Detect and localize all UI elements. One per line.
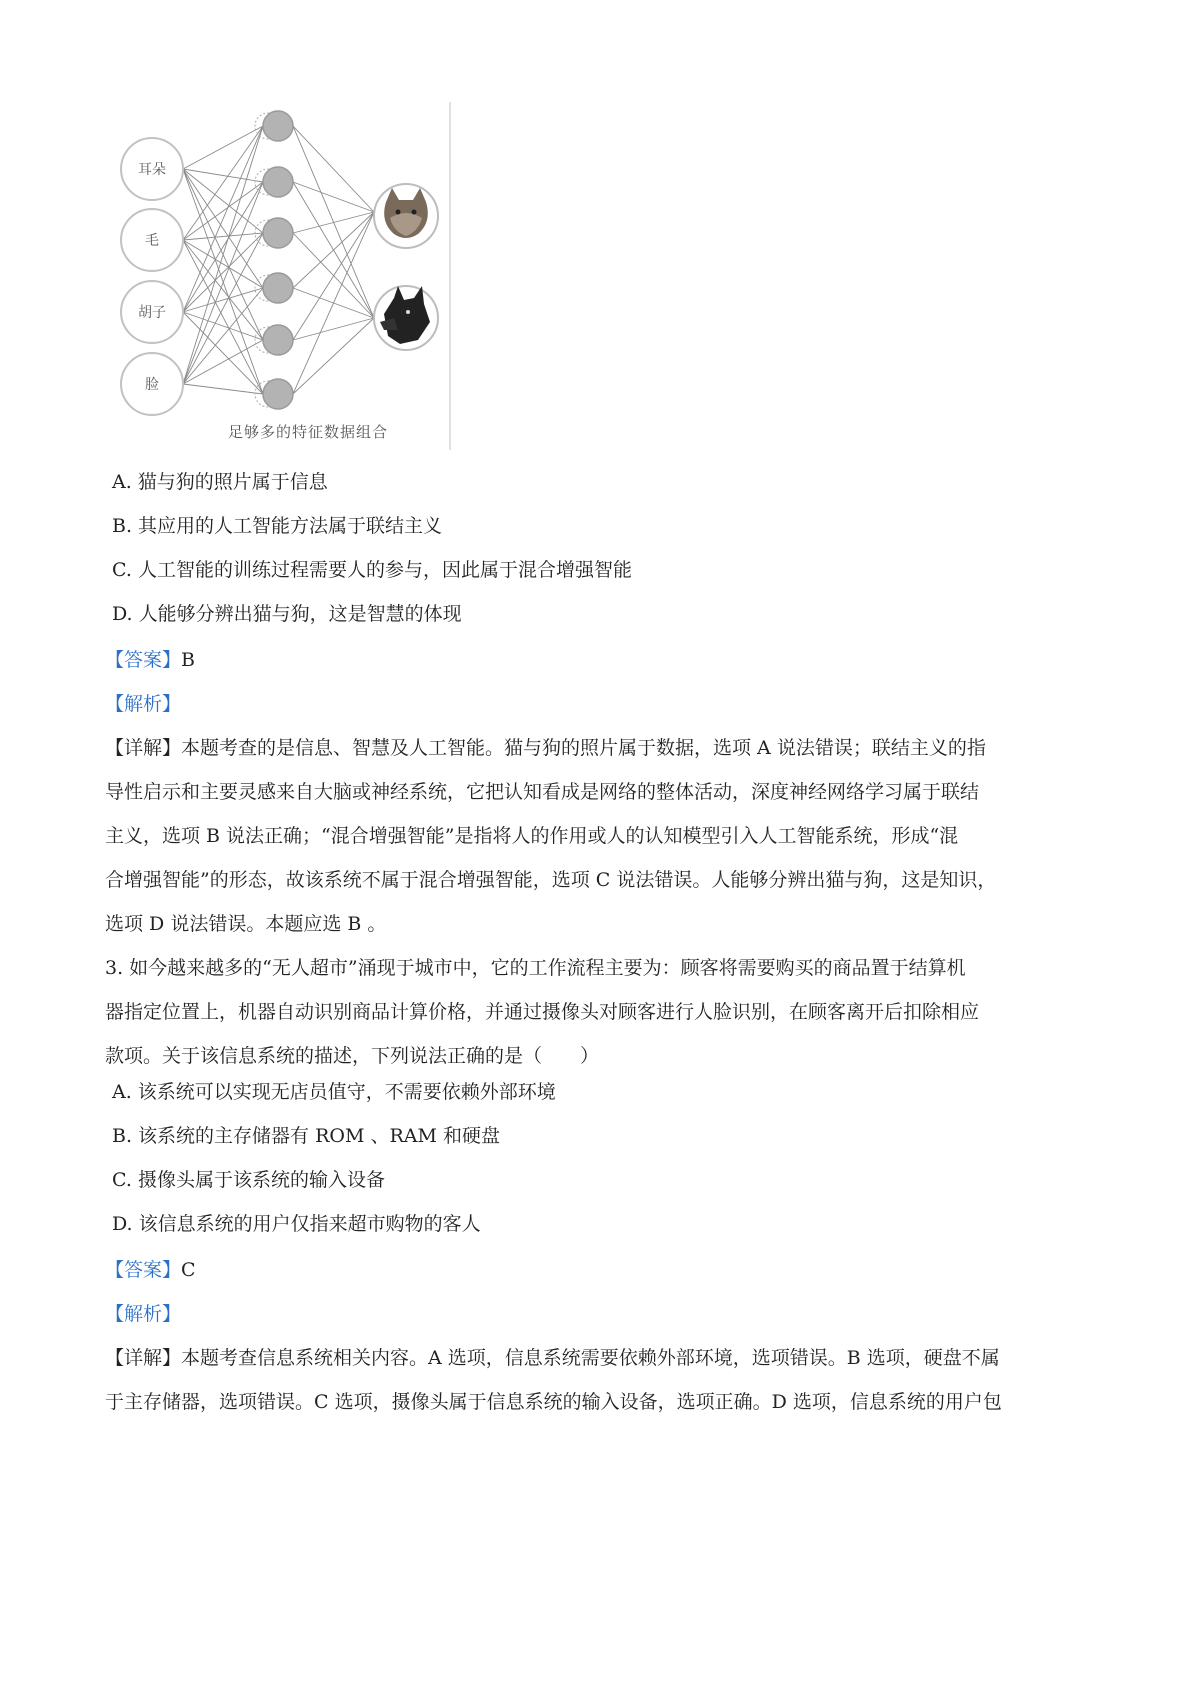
answer-tag: 【答案】: [105, 649, 182, 671]
dog-icon: [374, 286, 438, 350]
q3-option-c: C. 摄像头属于该系统的输入设备: [112, 1169, 385, 1191]
input-node: [121, 138, 183, 200]
input-node-label: 耳朵: [138, 162, 166, 178]
q3-option-a: A. 该系统可以实现无店员值守，不需要依赖外部环境: [112, 1081, 556, 1103]
input-node-label: 胡子: [138, 305, 166, 321]
input-node-label: 脸: [145, 377, 159, 393]
q2-option-d: D. 人能够分辨出猫与狗，这是智慧的体现: [112, 603, 462, 625]
input-node: [121, 209, 183, 271]
q2-detail-line-3: 主义，选项 B 说法正确；“混合增强智能”是指将人的作用或人的认知模型引入人工智能系统，形成“混: [105, 825, 959, 847]
hidden-node: [255, 325, 293, 355]
q3-analysis-tag: 【解析】: [105, 1303, 182, 1325]
q3-stem-line-3: 款项。关于该信息系统的描述，下列说法正确的是（ ）: [105, 1045, 600, 1067]
q3-option-b: B. 该系统的主存储器有 ROM 、RAM 和硬盘: [112, 1125, 500, 1147]
q3-option-d: D. 该信息系统的用户仅指来超市购物的客人: [112, 1213, 481, 1235]
answer-tag: 【答案】: [105, 1259, 182, 1281]
neural-network-figure: [118, 100, 478, 470]
q2-detail-line-5: 选项 D 说法错误。本题应选 B 。: [105, 913, 387, 935]
figure-caption: 足够多的特征数据组合: [228, 423, 389, 441]
q2-option-c: C. 人工智能的训练过程需要人的参与，因此属于混合增强智能: [112, 559, 632, 581]
hidden-node: [255, 273, 293, 303]
detail-tag: 【详解】: [105, 1347, 182, 1369]
q2-detail-line-2: 导性启示和主要灵感来自大脑或神经系统，它把认知看成是网络的整体活动，深度神经网络学习属于联结: [105, 781, 980, 803]
q2-detail-line-1: 【详解】本题考查的是信息、智慧及人工智能。猫与狗的照片属于数据，选项 A 说法错误；联结主义的指: [105, 737, 986, 759]
q3-stem-line-1: 3. 如今越来越多的“无人超市”涌现于城市中，它的工作流程主要为：顾客将需要购买的商品置于结算机: [105, 957, 966, 979]
answer-value: C: [181, 1259, 196, 1281]
input-node: [121, 281, 183, 343]
q2-answer: [105, 648, 195, 672]
cat-icon: [374, 184, 438, 248]
q2-option-b: B. 其应用的人工智能方法属于联结主义: [112, 515, 443, 537]
input-node: [121, 353, 183, 415]
answer-value: B: [181, 649, 195, 671]
hidden-node: [255, 111, 293, 141]
q2-analysis-tag: 【解析】: [105, 693, 182, 715]
q2-option-a: A. 猫与狗的照片属于信息: [112, 471, 328, 493]
q3-stem-line-2: 器指定位置上，机器自动识别商品计算价格，并通过摄像头对顾客进行人脸识别，在顾客离开后扣除相应: [105, 1001, 980, 1023]
q3-answer: [105, 1258, 196, 1282]
detail-tag: 【详解】: [105, 737, 182, 759]
q3-detail-line-2: 于主存储器，选项错误。C 选项，摄像头属于信息系统的输入设备，选项正确。D 选项，信息系统的用户包: [105, 1391, 1002, 1413]
q2-detail-line-4: 合增强智能”的形态，故该系统不属于混合增强智能，选项 C 说法错误。人能够分辨出猫与狗，这是知识，: [105, 869, 997, 891]
q3-detail-line-1: 【详解】本题考查信息系统相关内容。A 选项，信息系统需要依赖外部环境，选项错误。B 选项，硬盘不属: [105, 1347, 1000, 1369]
input-node-label: 毛: [145, 233, 159, 249]
